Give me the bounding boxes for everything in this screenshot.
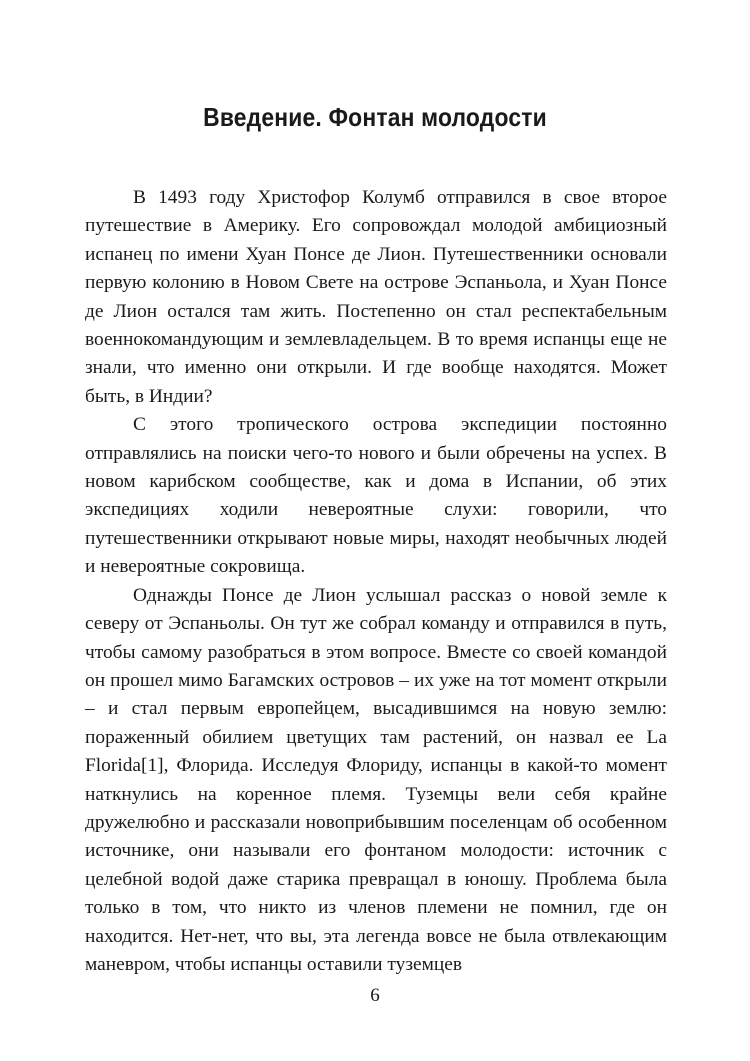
chapter-title: Введение. Фонтан молодости [203, 102, 547, 132]
body-text [85, 184, 667, 979]
paragraph: В 1493 году Христофор Колумб отправился в свое второе путешествие в Америку. Его сопровождал молодой амбициозный испанец по имени Хуан Понсе де Лион. Путешественники основали первую колонию в Новом Свете на острове Эспаньола, и Хуан Понсе де Лион остался там жить. Постепенно он стал респектабельным военнокомандующим и землевладельцем. В то время испанцы еще не знали, что именно они открыли. И где вообще находятся. Может быть, в Индии? [85, 187, 667, 407]
paragraph: Однажды Понсе де Лион услышал рассказ о новой земле к северу от Эспаньолы. Он тут же собрал команду и отправился в путь, чтобы самому разобраться в этом вопросе. Вместе со своей командой он прошел мимо Багамских островов – их уже на тот момент открыли – и стал первым европейцем, высадившимся на новую землю: пораженный обилием цветущих там растений, он назвал ее La Florida[1], Флорида. Исследуя Флориду, испанцы в какой-то момент наткнулись на коренное племя. Туземцы вели себя крайне дружелюбно и рассказали новоприбывшим поселенцам об особенном источнике, они называли его фонтаном молодости: источник с целебной водой даже старика превращал в юношу. Проблема была только в том, что никто из членов племени не помнил, где он находится. Нет-нет, что вы, эта легенда вовсе не была отвлекающим маневром, чтобы испанцы оставили туземцев [85, 584, 667, 975]
paragraph: С этого тропического острова экспедиции постоянно отправлялись на поиски чего-то нового и были обречены на успех. В новом карибском сообществе, как и дома в Испании, об этих экспедициях ходили невероятные слухи: говорили, что путешественники открывают новые миры, находят необычных людей и невероятные сокровища. [85, 414, 667, 578]
page-number: 6 [370, 985, 380, 1006]
